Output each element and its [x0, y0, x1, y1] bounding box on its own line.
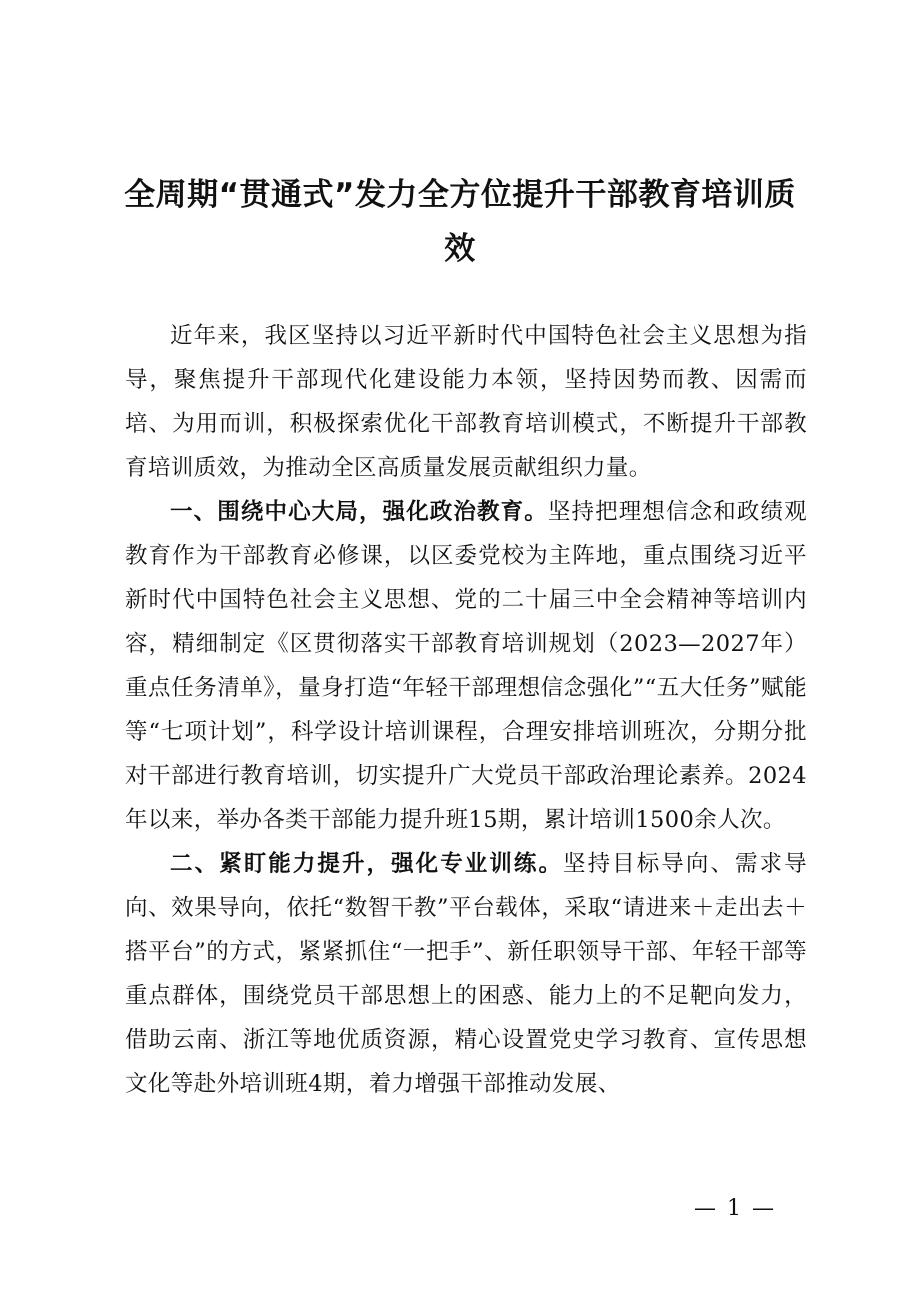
page-number: — 1 — [694, 1196, 776, 1221]
document-title: 全周期“贯通式”发力全方位提升干部教育培训质效 [124, 177, 796, 267]
paragraph-text: 坚持把理想信念和政绩观教育作为干部教育必修课，以区委党校为主阵地，重点围绕习近平新时代中国特色社会主义思想、党的二十届三中全会精神等培训内容，精细制定《区贯彻落实干部教育培训规划（2023—2027年）重点任务清单》，量身打造“年轻干部理想信念强化”“五大任务”赋能等“七项计划”，科学设计培训课程，合理安排培训班次，分期分批对干部进行教育培训，切实提升广大党员干部政治理论素养。2024年以来，举办各类干部能力提升班15期，累计培训1500余人次。 [125, 499, 807, 833]
paragraph-heading: 一、围绕中心大局，强化政治教育。 [170, 499, 548, 525]
paragraph-text: 近年来，我区坚持以习近平新时代中国特色社会主义思想为指导，聚焦提升干部现代化建设能力本领，坚持因势而教、因需而培、为用而训，积极探索优化干部教育培训模式，不断提升干部教育培训质效，为推动全区高质量发展贡献组织力量。 [125, 323, 807, 481]
paragraph-text: 坚持目标导向、需求导向、效果导向，依托“数智干教”平台载体，采取“请进来＋走出去＋搭平台”的方式，紧紧抓住“一把手”、新任职领导干部、年轻干部等重点群体，围绕党员干部思想上的困惑、能力上的不足靶向发力，借助云南、浙江等地优质资源，精心设置党史学习教育、宣传思想文化等赴外培训班4期，着力增强干部推动发展、 [125, 851, 807, 1097]
paragraph-intro [125, 314, 807, 490]
paragraph-section-2 [125, 842, 807, 1106]
paragraph-heading: 二、紧盯能力提升，强化专业训练。 [170, 851, 564, 877]
document-body [125, 314, 807, 1106]
paragraph-section-1 [125, 490, 807, 842]
